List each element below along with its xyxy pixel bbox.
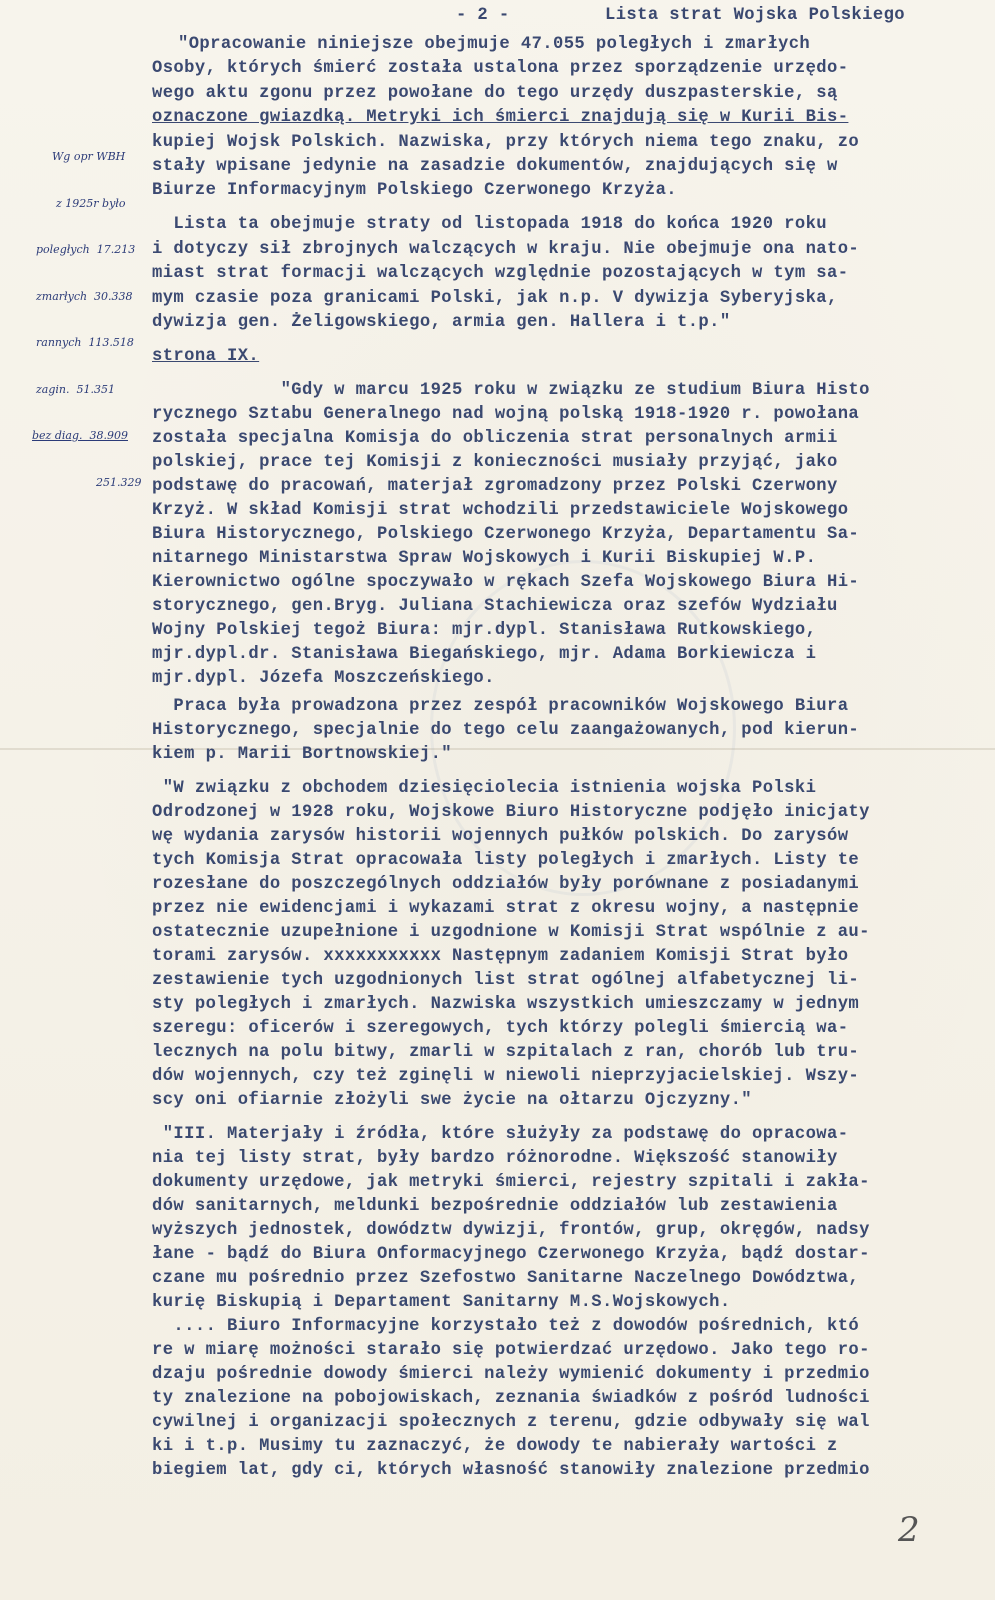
text-line: "W związku z obchodem dziesięciolecia istnienia wojska Polski [152, 779, 817, 798]
text-line: podstawę do pracowań, materjał zgromadzony przez Polski Czerwony [152, 477, 838, 496]
text-line: i dotyczy sił zbrojnych walczących w kraju. Nie obejmuje ona nato- [152, 240, 860, 259]
text-line: re w miarę możności starało się potwierdzać urzędowo. Jako tego ro- [152, 1341, 870, 1360]
margin-note-line: 251.329 [96, 475, 142, 489]
text-line: zestawienie tych uzgodnionych list strat ogólnej alfabetycznej li- [152, 971, 860, 990]
text-line: Historycznego, specjalnie do tego celu zaangażowanych, pod kierun- [152, 721, 860, 740]
margin-note-line: Wg opr WBH [52, 150, 126, 163]
text-line: Biura Historycznego, Polskiego Czerwonego Krzyża, Departamentu Sa- [152, 525, 860, 544]
margin-note-line: rannych 113.518 [36, 336, 134, 349]
text-line: polskiej, prace tej Komisji z konieczności musiały przyjąć, jako [152, 453, 838, 472]
text-line: Lista ta obejmuje straty od listopada 1918 do końca 1920 roku [152, 215, 827, 234]
text-line: Krzyż. W skład Komisji strat wchodzili przedstawiciele Wojskowego [152, 501, 849, 520]
text-line: torami zarysów. xxxxxxxxxxx Następnym zadaniem Komisji Strat było [152, 947, 849, 966]
text-line: szeregu: oficerów i szeregowych, tych którzy polegli śmiercią wa- [152, 1019, 849, 1038]
text-line: wyższych jednostek, dowództw dywizji, frontów, grup, okręgów, nadsy [152, 1221, 870, 1240]
text-line: sty poległych i zmarłych. Nazwiska wszystkich umieszczamy w jednym [152, 995, 860, 1014]
text-line: ty znalezione na pobojowiskach, zeznania świadków z pośród ludności [152, 1389, 870, 1408]
text-line: Osoby, których śmierć została ustalona przez sporządzenie urzędo- [152, 59, 849, 78]
text-line: "Gdy w marcu 1925 roku w związku ze studium Biura Histo [152, 381, 870, 400]
text-line: oznaczone gwiazdką. Metryki ich śmierci znajdują się w Kurii Bis- [152, 108, 849, 127]
text-line: dywizja gen. Żeligowskiego, armia gen. Hallera i t.p." [152, 313, 731, 332]
text-line: .... Biuro Informacyjne korzystało też z dowodów pośrednich, któ [152, 1317, 860, 1336]
margin-note-line: poległych 17.213 [36, 243, 136, 256]
running-title: Lista strat Wojska Polskiego [605, 6, 905, 25]
text-line: cywilnej i organizacji społecznych z terenu, gdzie odbywały się wal [152, 1413, 870, 1432]
text-line: dokumenty urzędowe, jak metryki śmierci, rejestry szpitali i zakła- [152, 1173, 870, 1192]
text-line: "III. Materjały i źródła, które służyły za podstawę do opracowa- [152, 1125, 849, 1144]
text-line: mjr.dypl. Józefa Moszczeńskiego. [152, 669, 495, 688]
text-line: "Opracowanie niniejsze obejmuje 47.055 poległych i zmarłych [178, 35, 811, 54]
text-line: dów sanitarnych, meldunki bezpośrednie oddziałów lub zestawienia [152, 1197, 838, 1216]
text-line: mym czasie poza granicami Polski, jak n.p. V dywizja Syberyjska, [152, 289, 838, 308]
margin-note-line: zagin. 51.351 [36, 382, 115, 396]
margin-note-line: zmarłych 30.338 [36, 289, 133, 303]
text-line: biegiem lat, gdy ci, których własność stanowiły znalezione przedmio [152, 1461, 870, 1480]
text-line: miast strat formacji walczących względnie pozostających w tym sa- [152, 264, 849, 283]
text-line: kupiej Wojsk Polskich. Nazwiska, przy których niema tego znaku, zo [152, 133, 860, 152]
text-line: tych Komisja Strat opracowała listy poległych i zmarłych. Listy te [152, 851, 860, 870]
text-line: lecznych na polu bitwy, zmarli w szpitalach z ran, chorób lub tru- [152, 1043, 860, 1062]
text-line: dów wojennych, czy też zginęli w niewoli nieprzyjacielskiej. Wszy- [152, 1067, 860, 1086]
text-line: łane - bądź do Biura Onformacyjnego Czerwonego Krzyża, bądź dostar- [152, 1245, 870, 1264]
text-line: czane mu pośrednio przez Szefostwo Sanitarne Naczelnego Dowództwa, [152, 1269, 860, 1288]
text-line: mjr.dypl.dr. Stanisława Biegańskiego, mjr. Adama Borkiewicza i [152, 645, 817, 664]
margin-note-line: z 1925r było [56, 196, 126, 210]
text-line: ostatecznie uzupełnione i uzgodnione w Komisji Strat wspólnie z au- [152, 923, 870, 942]
text-line: kiem p. Marii Bortnowskiej." [152, 745, 452, 764]
margin-note-line: bez diag. 38.909 [32, 429, 128, 442]
text-line: Odrodzonej w 1928 roku, Wojskowe Biuro Historyczne podjęło inicjaty [152, 803, 870, 822]
text-line: nitarnego Ministarstwa Spraw Wojskowych i Kurii Biskupiej W.P. [152, 549, 817, 568]
handwritten-page-number: 2 [898, 1510, 920, 1550]
text-line: została specjalna Komisja do obliczenia strat personalnych armii [152, 429, 838, 448]
text-line: rozesłane do poszczególnych oddziałów były porównane z posiadanymi [152, 875, 860, 894]
text-line: stały wpisane jedynie na zasadzie dokumentów, znajdujących się w [152, 157, 838, 176]
text-line: wego aktu zgonu przez powołane do tego urzędy duszpasterskie, są [152, 84, 838, 103]
text-line: Wojny Polskiej tegoż Biura: mjr.dypl. Stanisława Rutkowskiego, [152, 621, 817, 640]
text-line: wę wydania zarysów historii wojennych pułków polskich. Do zarysów [152, 827, 849, 846]
text-line: ki i t.p. Musimy tu zaznaczyć, że dowody te nabierały wartości z [152, 1437, 838, 1456]
text-line: kurię Biskupią i Departament Sanitarny M.S.Wojskowych. [152, 1293, 731, 1312]
text-line: przez nie ewidencjami i wykazami strat z okresu wojny, a następnie [152, 899, 860, 918]
text-line: rycznego Sztabu Generalnego nad wojną polską 1918-1920 r. powołana [152, 405, 860, 424]
text-line: Biurze Informacyjnym Polskiego Czerwonego Krzyża. [152, 181, 677, 200]
text-line: nia tej listy strat, były bardzo różnorodne. Większość stanowiły [152, 1149, 838, 1168]
text-line: dzaju pośrednie dowody śmierci należy wymienić dokumenty i przedmio [152, 1365, 870, 1384]
text-line: scy oni ofiarnie złożyli swe życie na ołtarzu Ojczyzny." [152, 1091, 752, 1110]
section-heading: strona IX. [152, 347, 260, 366]
text-line: storycznego, gen.Bryg. Juliana Stachiewicza oraz szefów Wydziału [152, 597, 838, 616]
page-marker: - 2 - [456, 6, 510, 25]
text-line: Kierownictwo ogólne spoczywało w rękach Szefa Wojskowego Biura Hi- [152, 573, 860, 592]
text-line: Praca była prowadzona przez zespół pracowników Wojskowego Biura [152, 697, 849, 716]
